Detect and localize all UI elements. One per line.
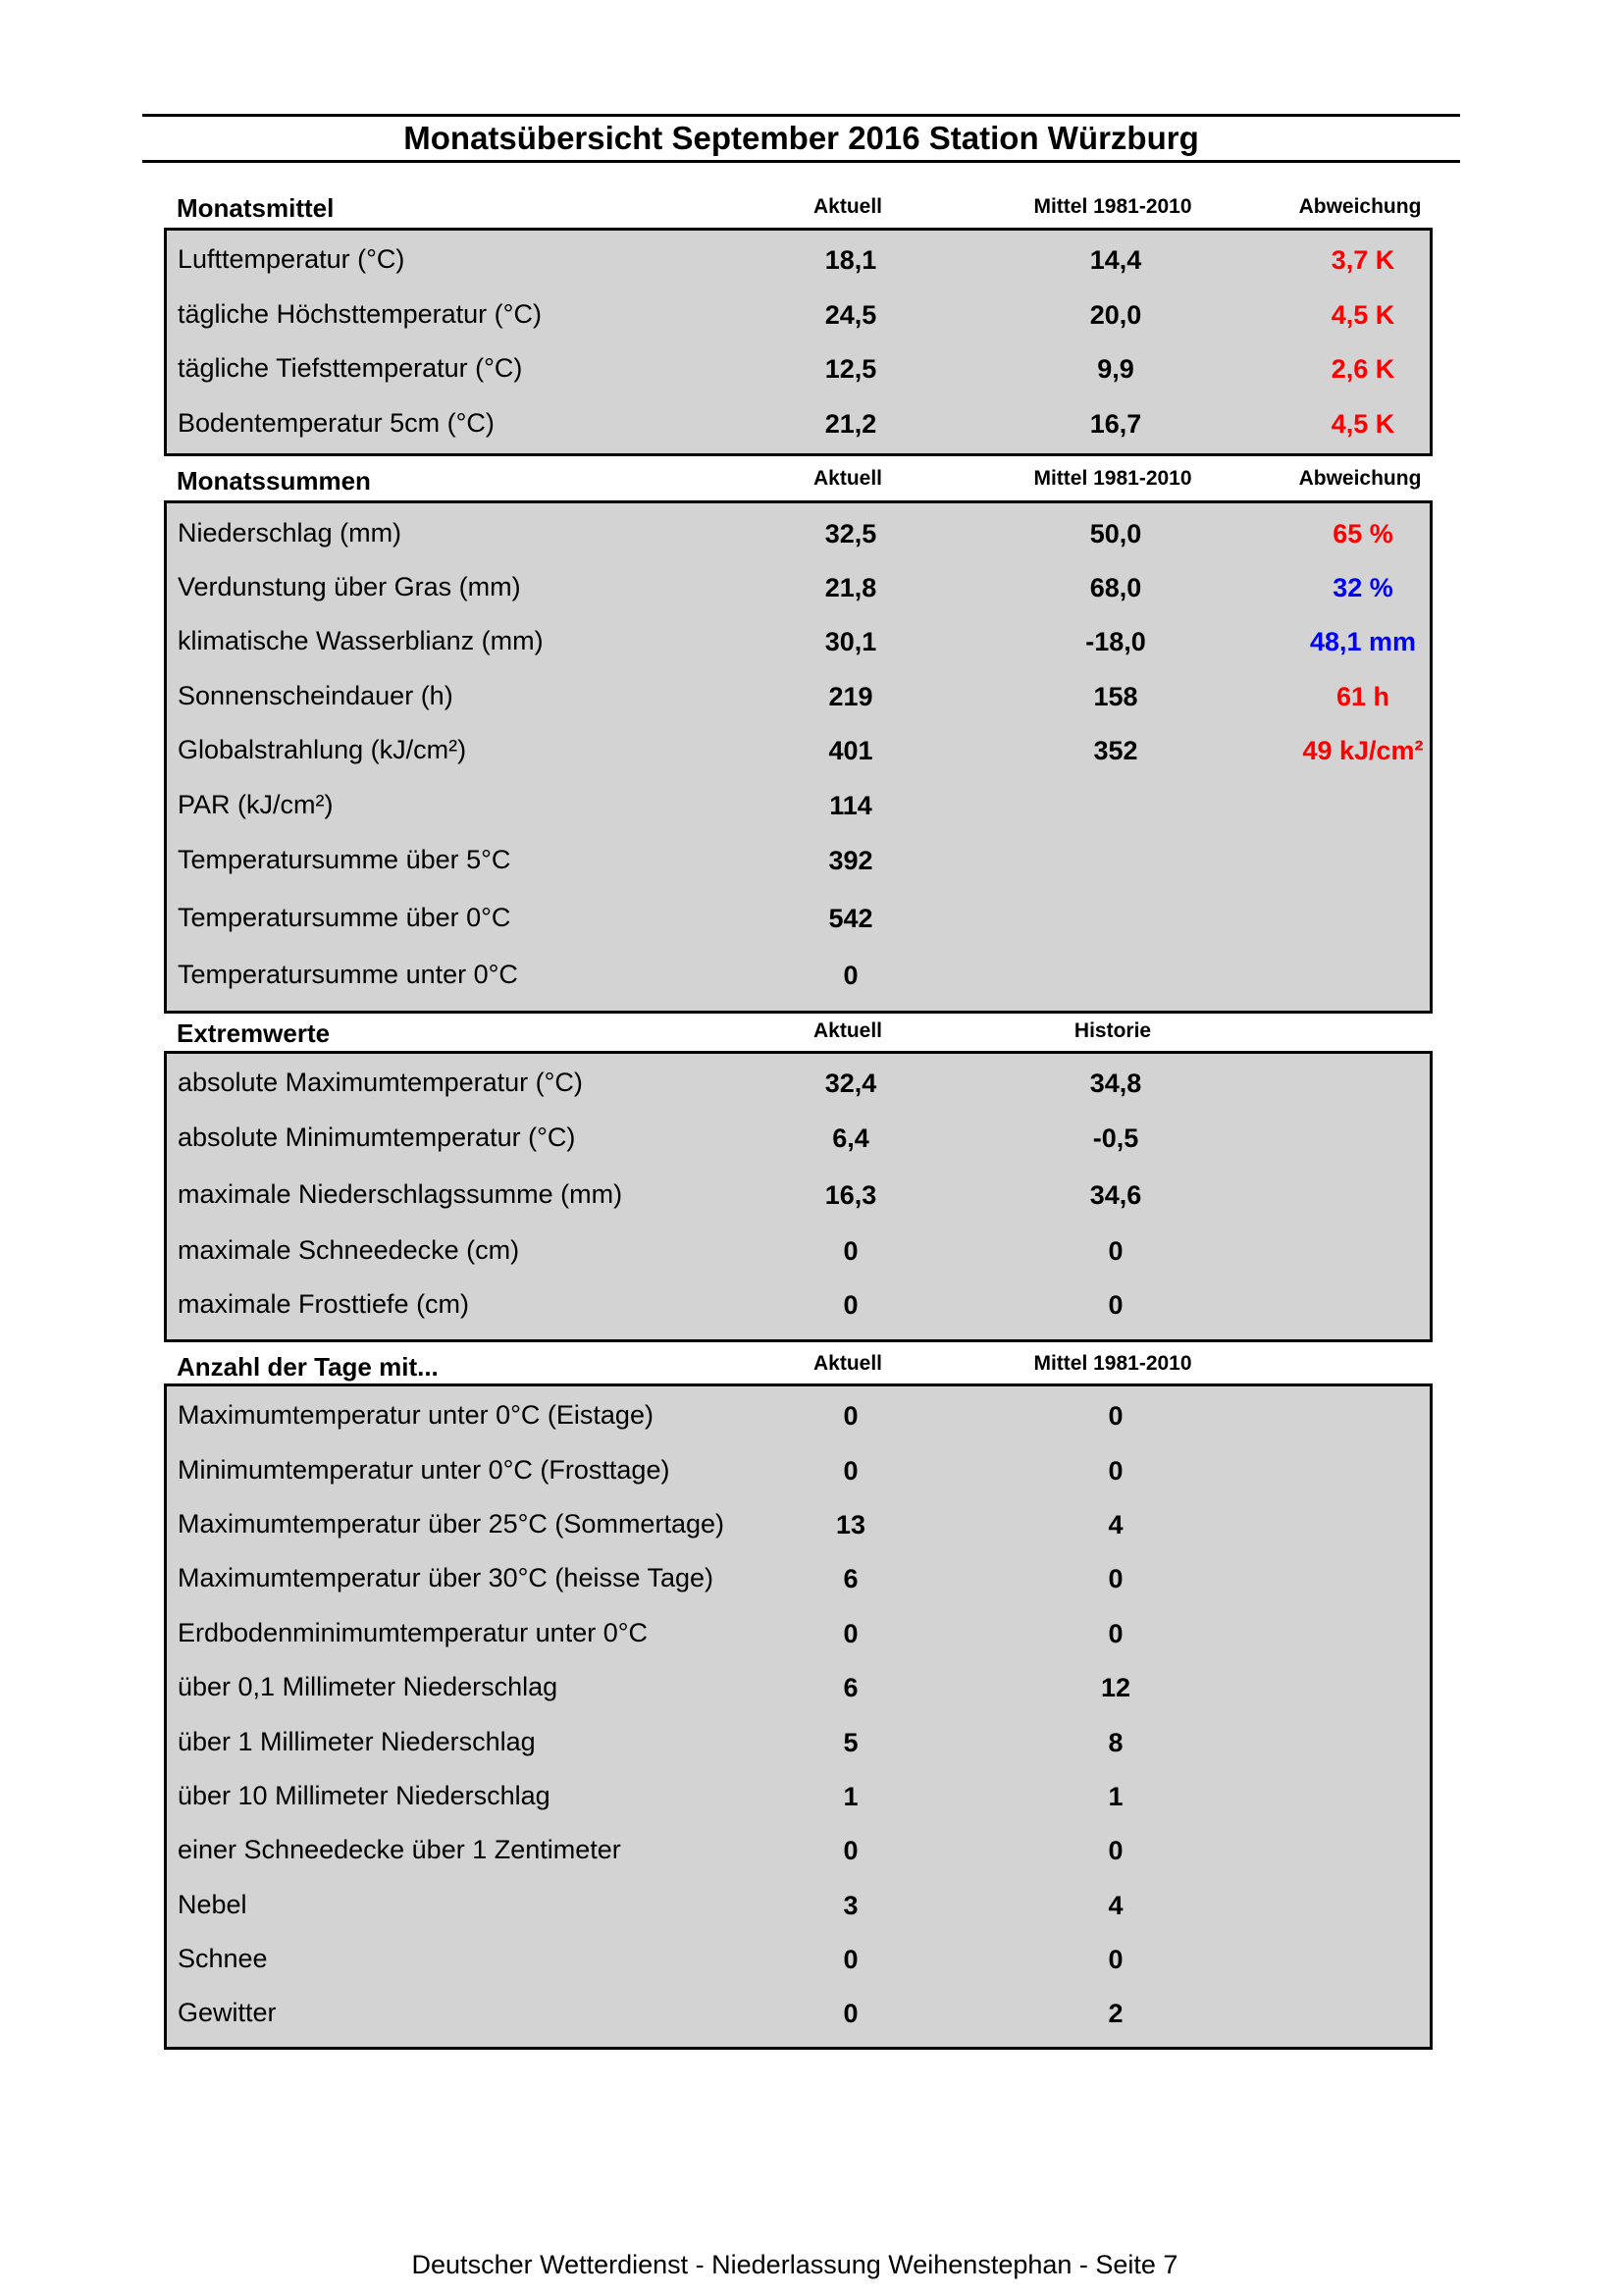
row-label: Nebel [178, 1890, 247, 1919]
value-mittel: 1 [1108, 1782, 1124, 1811]
row-label: Temperatursumme über 0°C [178, 903, 511, 932]
value-aktuell: 0 [843, 1456, 859, 1486]
value-aktuell: 392 [828, 846, 873, 875]
table-row [167, 1559, 1430, 1598]
value-aktuell: 0 [843, 961, 859, 990]
value-abweichung: 65 % [1333, 519, 1393, 548]
table-row [167, 1777, 1430, 1816]
table-row [167, 295, 1430, 335]
column-header-aktuell: Aktuell [812, 1019, 882, 1042]
value-historie: 34,8 [1089, 1069, 1142, 1098]
value-aktuell: 21,8 [824, 573, 877, 602]
value-aktuell: 0 [843, 1619, 859, 1648]
value-mittel: 4 [1108, 1891, 1124, 1920]
value-aktuell: 5 [843, 1728, 859, 1757]
value-mittel: 12 [1100, 1673, 1131, 1702]
title-rule-top [142, 114, 1460, 117]
row-label: Temperatursumme unter 0°C [178, 960, 518, 989]
row-label: Verdunstung über Gras (mm) [178, 572, 521, 601]
row-label: absolute Minimumtemperatur (°C) [178, 1122, 576, 1152]
value-historie: -0,5 [1092, 1123, 1139, 1153]
value-aktuell: 0 [843, 1999, 859, 2028]
value-historie: 0 [1108, 1236, 1124, 1266]
value-aktuell: 401 [828, 736, 873, 765]
value-historie: 34,6 [1089, 1180, 1142, 1210]
row-label: PAR (kJ/cm²) [178, 790, 334, 819]
table-row [167, 1994, 1430, 2033]
value-aktuell: 0 [843, 1290, 859, 1320]
column-header-aktuell: Aktuell [812, 467, 882, 490]
row-label: über 1 Millimeter Niederschlag [178, 1727, 536, 1756]
section-heading-anzahl-tage: Anzahl der Tage mit... [177, 1352, 439, 1382]
page-title: Monatsübersicht September 2016 Station Würzburg [403, 120, 1199, 156]
table-row [167, 956, 1430, 995]
value-aktuell: 0 [843, 1401, 859, 1431]
monatssummen-table [164, 500, 1433, 1014]
table-row [167, 514, 1430, 553]
value-aktuell: 114 [829, 791, 872, 820]
row-label: Minimumtemperatur unter 0°C (Frosttage) [178, 1455, 670, 1485]
row-label: Gewitter [178, 1998, 277, 2027]
table-row [167, 786, 1430, 825]
value-mittel: 9,9 [1097, 354, 1134, 384]
value-aktuell: 6 [843, 1673, 859, 1702]
table-row [167, 1886, 1430, 1925]
page-footer: Deutscher Wetterdienst - Niederlassung Weihenstephan - Seite 7 [411, 2250, 1178, 2279]
value-mittel: 0 [1108, 1401, 1124, 1431]
table-row [167, 1614, 1430, 1653]
value-mittel: 0 [1108, 1456, 1124, 1486]
anzahl-tage-table [164, 1383, 1433, 2050]
row-label: Sonnenscheindauer (h) [178, 681, 453, 710]
column-header-aktuell: Aktuell [812, 195, 882, 218]
value-historie: 0 [1108, 1290, 1124, 1320]
row-label: Maximumtemperatur unter 0°C (Eistage) [178, 1400, 654, 1430]
table-row [167, 568, 1430, 607]
row-label: Globalstrahlung (kJ/cm²) [178, 735, 467, 764]
table-row [167, 841, 1430, 880]
monatsmittel-table [164, 228, 1433, 456]
value-aktuell: 13 [835, 1510, 866, 1539]
row-label: Erdbodenminimumtemperatur unter 0°C [178, 1618, 649, 1647]
value-aktuell: 12,5 [824, 354, 877, 384]
value-mittel: 50,0 [1089, 519, 1142, 548]
value-abweichung: 32 % [1333, 573, 1393, 602]
value-aktuell: 21,2 [824, 409, 877, 439]
value-abweichung: 3,7 K [1331, 245, 1395, 275]
column-header-mittel: Mittel 1981-2010 [1033, 195, 1192, 218]
table-row [167, 1940, 1430, 1979]
row-label: Maximumtemperatur über 25°C (Sommertage) [178, 1509, 724, 1539]
value-mittel: 2 [1108, 1999, 1124, 2028]
value-mittel: 0 [1108, 1564, 1124, 1593]
table-row [167, 1668, 1430, 1707]
value-aktuell: 32,4 [824, 1069, 877, 1098]
row-label: maximale Frosttiefe (cm) [178, 1289, 470, 1319]
table-row [167, 1831, 1430, 1870]
row-label: maximale Schneedecke (cm) [178, 1235, 520, 1265]
value-abweichung: 48,1 mm [1309, 627, 1417, 656]
extremwerte-table [164, 1051, 1433, 1342]
value-aktuell: 219 [828, 682, 873, 711]
value-abweichung: 49 kJ/cm² [1302, 736, 1424, 765]
value-mittel: 0 [1108, 1945, 1124, 1974]
table-row [167, 1285, 1430, 1325]
table-row [167, 1231, 1430, 1271]
table-row [167, 1451, 1430, 1490]
column-header-historie: Historie [1073, 1019, 1152, 1042]
value-mittel: 4 [1108, 1510, 1124, 1539]
value-aktuell: 1 [843, 1782, 859, 1811]
value-mittel: 8 [1108, 1728, 1124, 1757]
column-header-mittel: Mittel 1981-2010 [1033, 467, 1192, 490]
table-row [167, 349, 1430, 389]
row-label: Lufttemperatur (°C) [178, 244, 405, 274]
value-aktuell: 6,4 [832, 1123, 869, 1153]
row-label: Bodentemperatur 5cm (°C) [178, 408, 495, 438]
row-label: Schnee [178, 1944, 268, 1973]
table-row [167, 1119, 1430, 1158]
column-header-aktuell: Aktuell [812, 1352, 882, 1375]
value-aktuell: 0 [843, 1945, 859, 1974]
value-mittel: 352 [1093, 736, 1138, 765]
table-row [167, 1064, 1430, 1103]
value-aktuell: 0 [843, 1236, 859, 1266]
value-mittel: 14,4 [1089, 245, 1142, 275]
value-mittel: 0 [1108, 1836, 1124, 1865]
title-rule-bottom [142, 160, 1460, 163]
value-mittel: 0 [1108, 1619, 1124, 1648]
value-abweichung: 61 h [1335, 682, 1390, 711]
table-row [167, 1175, 1430, 1215]
table-row [167, 899, 1430, 938]
row-label: über 0,1 Millimeter Niederschlag [178, 1672, 558, 1701]
value-aktuell: 3 [843, 1891, 859, 1920]
section-heading-monatssummen: Monatssummen [177, 466, 371, 496]
value-aktuell: 18,1 [824, 245, 877, 275]
value-aktuell: 30,1 [824, 627, 877, 656]
table-row [167, 1505, 1430, 1544]
row-label: tägliche Höchsttemperatur (°C) [178, 299, 542, 329]
table-row [167, 677, 1430, 716]
value-mittel: 68,0 [1089, 573, 1142, 602]
value-aktuell: 0 [843, 1836, 859, 1865]
row-label: Niederschlag (mm) [178, 518, 402, 548]
table-row [167, 622, 1430, 661]
value-mittel: 16,7 [1089, 409, 1142, 439]
column-header-abweichung: Abweichung [1298, 195, 1422, 218]
row-label: tägliche Tiefsttemperatur (°C) [178, 353, 523, 383]
value-aktuell: 6 [843, 1564, 859, 1593]
value-mittel: 158 [1093, 682, 1138, 711]
row-label: Temperatursumme über 5°C [178, 845, 511, 874]
row-label: klimatische Wasserblianz (mm) [178, 626, 544, 655]
value-mittel: -18,0 [1085, 627, 1146, 656]
value-aktuell: 16,3 [824, 1180, 877, 1210]
section-heading-monatsmittel: Monatsmittel [177, 193, 335, 223]
value-mittel: 20,0 [1089, 300, 1142, 330]
value-aktuell: 32,5 [824, 519, 877, 548]
table-row [167, 240, 1430, 280]
value-aktuell: 542 [828, 904, 873, 933]
value-abweichung: 2,6 K [1331, 354, 1395, 384]
value-abweichung: 4,5 K [1331, 409, 1395, 439]
row-label: Maximumtemperatur über 30°C (heisse Tage) [178, 1563, 714, 1592]
row-label: einer Schneedecke über 1 Zentimeter [178, 1835, 621, 1864]
row-label: über 10 Millimeter Niederschlag [178, 1781, 550, 1810]
table-row [167, 1396, 1430, 1435]
value-aktuell: 24,5 [824, 300, 877, 330]
table-row [167, 1723, 1430, 1762]
table-row [167, 404, 1430, 444]
row-label: maximale Niederschlagssumme (mm) [178, 1179, 623, 1209]
section-heading-extremwerte: Extremwerte [177, 1018, 331, 1048]
value-abweichung: 4,5 K [1331, 300, 1395, 330]
table-row [167, 731, 1430, 770]
column-header-mittel: Mittel 1981-2010 [1033, 1352, 1192, 1375]
row-label: absolute Maximumtemperatur (°C) [178, 1068, 583, 1097]
column-header-abweichung: Abweichung [1298, 467, 1422, 490]
